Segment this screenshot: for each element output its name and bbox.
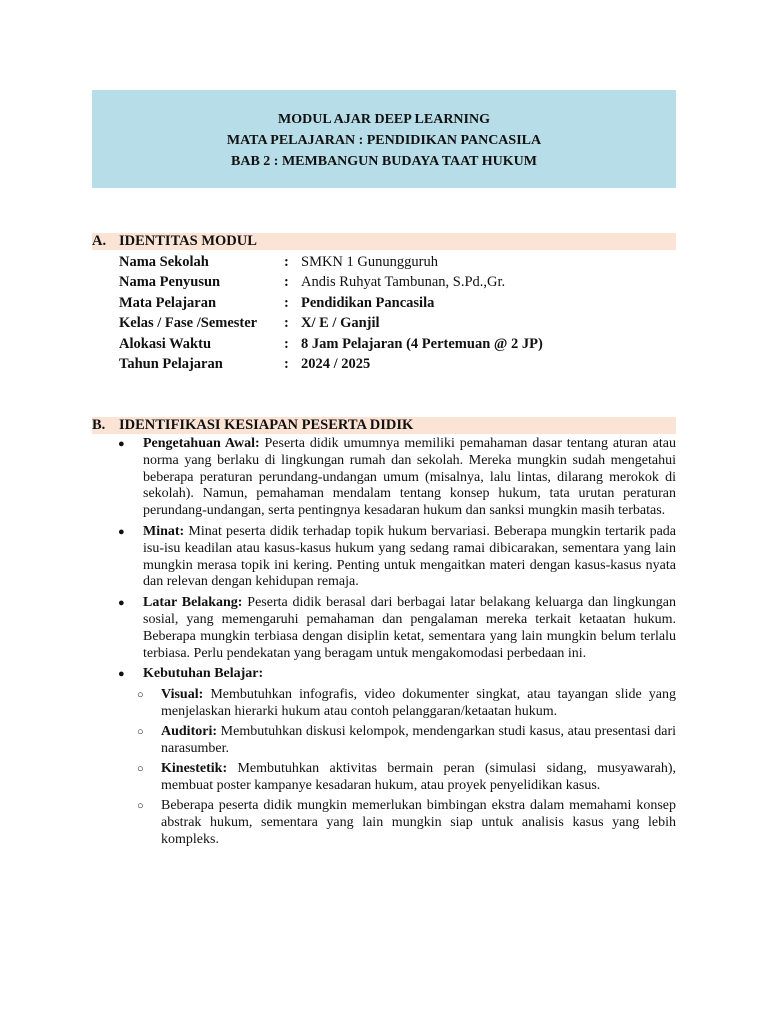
list-item (143, 524, 676, 591)
identity-label: Nama Sekolah (119, 254, 209, 270)
identity-row-author (119, 272, 679, 292)
identity-row-school (119, 252, 679, 272)
document-header (92, 90, 676, 188)
identity-label: Tahun Pelajaran (119, 355, 223, 372)
item-heading: Kebutuhan Belajar: (143, 666, 264, 682)
item-heading: Visual: (161, 687, 204, 703)
section-a-letter: A. (92, 233, 107, 249)
identity-colon: : (284, 274, 289, 291)
identity-label: Mata Pelajaran (119, 294, 217, 311)
identity-value: X/ E / Ganjil (301, 315, 380, 332)
item-text: Membutuhkan aktivitas bermain peran (simulasi sidang, musyawarah), membuat poster kampanye kesadaran hukum, atau proyek penyelidikan kasus. (161, 761, 676, 794)
bullet-icon (118, 436, 125, 453)
identity-row-time (119, 334, 679, 354)
item-heading: Minat: (143, 523, 185, 539)
list-item (143, 436, 676, 520)
identity-row-year (119, 354, 679, 374)
item-text: Peserta didik umumnya memiliki pemahaman dasar tentang aturan atau norma yang berlaku di lingkungan rumah dan sekolah. Mereka mungkin sudah mengetahui beberapa peraturan perundang-undangan umum (misalnya, lalu lintas, dilarang merokok di sekolah). Namun, pemahaman mendalam tentang konsep hukum, tata urutan peraturan perundang-undangan, serta pentingnya kesadaran hukum dan sanksi mungkin masih terbatas. (143, 436, 677, 519)
chapter-title: BAB 2 : MEMBANGUN BUDAYA TAAT HUKUM (231, 154, 537, 169)
list-item (161, 724, 676, 758)
list-item (161, 687, 676, 721)
identity-colon: : (284, 355, 289, 372)
item-heading: Kinestetik: (161, 761, 228, 777)
item-heading: Latar Belakang: (143, 595, 243, 611)
list-item (143, 666, 676, 683)
identity-value: 2024 / 2025 (301, 355, 371, 372)
circle-bullet-icon (137, 761, 144, 778)
identity-colon: : (284, 315, 289, 332)
bullet-icon (118, 595, 125, 612)
identity-row-subject (119, 293, 679, 313)
learning-needs-list (161, 687, 676, 849)
subject-title: MATA PELAJARAN : PENDIDIKAN PANCASILA (226, 133, 542, 148)
item-heading: Pengetahuan Awal: (143, 436, 260, 451)
list-item (143, 595, 676, 662)
circle-bullet-icon (137, 687, 144, 704)
bullet-icon (118, 666, 125, 683)
list-item (161, 761, 676, 795)
list-item (161, 798, 676, 848)
identity-value: Andis Ruhyat Tambunan, S.Pd.,Gr. (301, 274, 506, 291)
circle-bullet-icon (137, 798, 144, 815)
identity-row-class (119, 313, 679, 333)
section-a-title: IDENTITAS MODUL (119, 233, 257, 249)
identity-value: Pendidikan Pancasila (301, 294, 435, 311)
identity-label: Kelas / Fase /Semester (119, 315, 258, 332)
section-b-letter: B. (92, 417, 106, 433)
identity-colon: : (284, 294, 289, 311)
readiness-list (143, 436, 676, 852)
item-text: Membutuhkan diskusi kelompok, mendengarkan studi kasus, atau presentasi dari narasumber. (161, 724, 676, 757)
section-b-heading (92, 417, 676, 434)
section-b-title: IDENTIFIKASI KESIAPAN PESERTA DIDIK (119, 417, 414, 433)
identity-label: Nama Penyusun (119, 274, 221, 291)
identity-colon: : (284, 335, 289, 352)
item-text: Minat peserta didik terhadap topik hukum bervariasi. Beberapa mungkin tertarik pada isu-isu keadilan atau kasus-kasus hukum yang sedang ramai dibicarakan, sementara yang lain mungkin merasa topik ini kering. Penting untuk mengaitkan materi dengan kasus-kasus nyata dan relevan dengan kehidupan remaja. (143, 523, 676, 590)
item-heading: Auditori: (161, 724, 217, 740)
item-text: Beberapa peserta didik mungkin memerlukan bimbingan ekstra dalam memahami konsep abstrak hukum, sementara yang lain mungkin siap untuk analisis kasus yang lebih kompleks. (161, 798, 676, 848)
section-a-heading (92, 233, 676, 250)
identity-value: 8 Jam Pelajaran (4 Pertemuan @ 2 JP) (301, 335, 543, 352)
item-text: Peserta didik berasal dari berbagai latar belakang keluarga dan lingkungan sosial, yang memengaruhi pemahaman dan pengalaman mereka terkait ketaatan hukum. Beberapa mungkin terbiasa dengan disiplin ketat, sementara yang lain mungkin belum terlalu terbiasa. Perlu pendekatan yang beragam untuk mengakomodasi perbedaan ini. (143, 595, 677, 661)
bullet-icon (118, 524, 125, 541)
module-title: MODUL AJAR DEEP LEARNING (278, 112, 490, 127)
circle-bullet-icon (137, 724, 144, 741)
identity-colon: : (284, 254, 289, 270)
identity-label: Alokasi Waktu (119, 335, 212, 352)
identity-table (119, 252, 679, 374)
identity-value: SMKN 1 Gunungguruh (301, 254, 438, 270)
item-text: Membutuhkan infografis, video dokumenter singkat, atau tayangan slide yang menjelaskan hierarki hukum atau contoh pelanggaran/ketaatan hukum. (161, 687, 676, 719)
